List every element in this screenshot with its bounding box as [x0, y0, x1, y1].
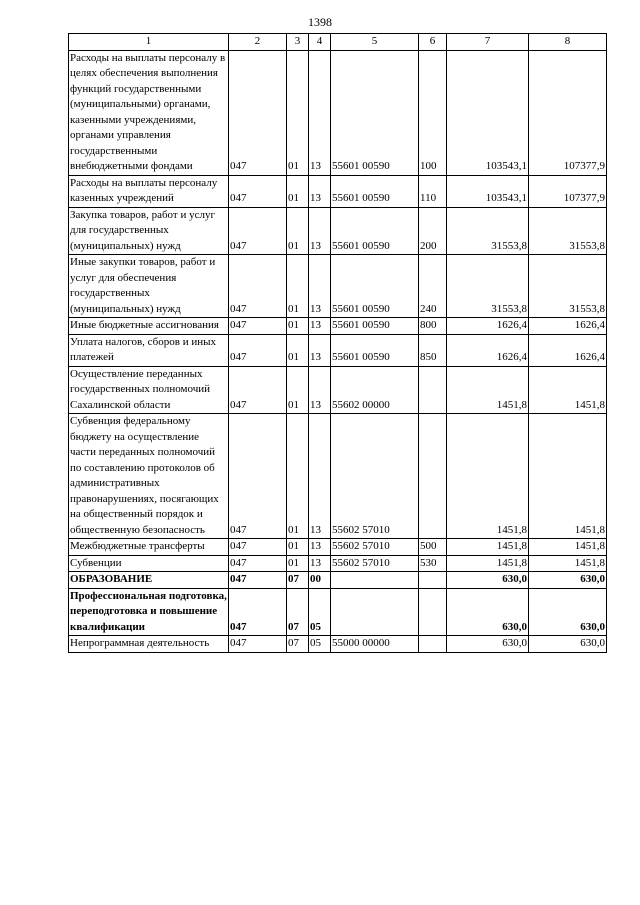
cell-amount-year-2: 31553,8 — [529, 255, 607, 318]
cell-expense-type: 200 — [419, 207, 447, 255]
cell-subsection-code: 13 — [309, 366, 331, 414]
cell-name: Профессиональная подготовка, переподготовка и повышение квалификации — [69, 588, 229, 636]
cell-subsection-code: 13 — [309, 50, 331, 175]
cell-section-code: 01 — [287, 334, 309, 366]
cell-subsection-code: 13 — [309, 539, 331, 556]
cell-amount-year-2: 1451,8 — [529, 539, 607, 556]
cell-section-code: 07 — [287, 636, 309, 653]
cell-section-code: 01 — [287, 255, 309, 318]
table-row — [69, 50, 607, 175]
cell-ministry-code: 047 — [229, 366, 287, 414]
cell-target-article: 55601 00590 — [331, 318, 419, 335]
budget-table — [68, 33, 607, 653]
header-col-6: 6 — [419, 34, 447, 51]
cell-expense-type — [419, 366, 447, 414]
cell-expense-type: 110 — [419, 175, 447, 207]
cell-target-article — [331, 572, 419, 589]
cell-amount-year-1: 31553,8 — [447, 207, 529, 255]
cell-ministry-code: 047 — [229, 255, 287, 318]
cell-name: Субвенция федеральному бюджету на осуществление части переданных полномочий по составлению протоколов об административных правонарушениях, посягающих на общественный порядок и общественную безопасность — [69, 414, 229, 539]
cell-expense-type: 530 — [419, 555, 447, 572]
cell-name: Иные закупки товаров, работ и услуг для обеспечения государственных (муниципальных) нужд — [69, 255, 229, 318]
table-row — [69, 572, 607, 589]
cell-section-code: 07 — [287, 588, 309, 636]
cell-name: Межбюджетные трансферты — [69, 539, 229, 556]
cell-amount-year-1: 1626,4 — [447, 318, 529, 335]
cell-ministry-code: 047 — [229, 572, 287, 589]
cell-section-code: 01 — [287, 318, 309, 335]
cell-subsection-code: 13 — [309, 255, 331, 318]
cell-amount-year-2: 630,0 — [529, 636, 607, 653]
cell-subsection-code: 05 — [309, 636, 331, 653]
cell-expense-type: 800 — [419, 318, 447, 335]
cell-subsection-code: 13 — [309, 207, 331, 255]
cell-target-article: 55602 57010 — [331, 414, 419, 539]
table-row — [69, 366, 607, 414]
cell-name: Непрограммная деятельность — [69, 636, 229, 653]
cell-amount-year-2: 1451,8 — [529, 555, 607, 572]
cell-expense-type: 500 — [419, 539, 447, 556]
cell-name: Закупка товаров, работ и услуг для государственных (муниципальных) нужд — [69, 207, 229, 255]
cell-section-code: 01 — [287, 539, 309, 556]
cell-target-article: 55602 00000 — [331, 366, 419, 414]
table-row — [69, 175, 607, 207]
header-col-5: 5 — [331, 34, 419, 51]
cell-amount-year-1: 630,0 — [447, 588, 529, 636]
table-row — [69, 555, 607, 572]
cell-target-article: 55602 57010 — [331, 539, 419, 556]
cell-target-article: 55601 00590 — [331, 334, 419, 366]
cell-amount-year-1: 103543,1 — [447, 175, 529, 207]
cell-amount-year-2: 1451,8 — [529, 414, 607, 539]
cell-section-code: 01 — [287, 207, 309, 255]
cell-ministry-code: 047 — [229, 175, 287, 207]
cell-amount-year-1: 103543,1 — [447, 50, 529, 175]
header-col-7: 7 — [447, 34, 529, 51]
header-col-2: 2 — [229, 34, 287, 51]
cell-target-article: 55601 00590 — [331, 207, 419, 255]
cell-subsection-code: 00 — [309, 572, 331, 589]
cell-amount-year-1: 630,0 — [447, 572, 529, 589]
cell-name: Расходы на выплаты персоналу казенных учреждений — [69, 175, 229, 207]
cell-subsection-code: 13 — [309, 334, 331, 366]
cell-subsection-code: 05 — [309, 588, 331, 636]
table-row — [69, 636, 607, 653]
cell-expense-type — [419, 636, 447, 653]
cell-amount-year-2: 630,0 — [529, 588, 607, 636]
cell-amount-year-2: 1626,4 — [529, 334, 607, 366]
table-row — [69, 539, 607, 556]
cell-subsection-code: 13 — [309, 414, 331, 539]
cell-target-article: 55601 00590 — [331, 175, 419, 207]
cell-expense-type — [419, 572, 447, 589]
cell-target-article: 55601 00590 — [331, 255, 419, 318]
cell-section-code: 01 — [287, 50, 309, 175]
cell-amount-year-2: 107377,9 — [529, 175, 607, 207]
cell-subsection-code: 13 — [309, 175, 331, 207]
cell-ministry-code: 047 — [229, 318, 287, 335]
cell-amount-year-2: 1451,8 — [529, 366, 607, 414]
cell-amount-year-1: 1626,4 — [447, 334, 529, 366]
table-row — [69, 334, 607, 366]
cell-ministry-code: 047 — [229, 555, 287, 572]
table-row — [69, 318, 607, 335]
cell-amount-year-1: 31553,8 — [447, 255, 529, 318]
cell-section-code: 01 — [287, 414, 309, 539]
header-col-8: 8 — [529, 34, 607, 51]
cell-section-code: 01 — [287, 366, 309, 414]
cell-amount-year-1: 1451,8 — [447, 366, 529, 414]
cell-target-article: 55000 00000 — [331, 636, 419, 653]
cell-amount-year-2: 630,0 — [529, 572, 607, 589]
cell-ministry-code: 047 — [229, 50, 287, 175]
cell-ministry-code: 047 — [229, 539, 287, 556]
cell-ministry-code: 047 — [229, 207, 287, 255]
cell-name: Осуществление переданных государственных полномочий Сахалинской области — [69, 366, 229, 414]
cell-expense-type: 850 — [419, 334, 447, 366]
cell-section-code: 01 — [287, 555, 309, 572]
cell-expense-type: 100 — [419, 50, 447, 175]
cell-amount-year-1: 1451,8 — [447, 539, 529, 556]
table-header-row — [69, 34, 607, 51]
cell-name: Субвенции — [69, 555, 229, 572]
cell-amount-year-1: 1451,8 — [447, 555, 529, 572]
cell-amount-year-1: 1451,8 — [447, 414, 529, 539]
cell-amount-year-2: 31553,8 — [529, 207, 607, 255]
header-col-1: 1 — [69, 34, 229, 51]
cell-target-article: 55602 57010 — [331, 555, 419, 572]
cell-amount-year-2: 107377,9 — [529, 50, 607, 175]
cell-section-code: 07 — [287, 572, 309, 589]
cell-name: Иные бюджетные ассигнования — [69, 318, 229, 335]
table-row — [69, 207, 607, 255]
cell-ministry-code: 047 — [229, 414, 287, 539]
cell-ministry-code: 047 — [229, 636, 287, 653]
cell-name: ОБРАЗОВАНИЕ — [69, 572, 229, 589]
cell-amount-year-1: 630,0 — [447, 636, 529, 653]
cell-name: Расходы на выплаты персоналу в целях обеспечения выполнения функций государственными (муниципальными) органами, казенными учреждениями, органами управления государственными внебюджетными фондами — [69, 50, 229, 175]
cell-target-article — [331, 588, 419, 636]
cell-amount-year-2: 1626,4 — [529, 318, 607, 335]
cell-expense-type — [419, 588, 447, 636]
cell-expense-type — [419, 414, 447, 539]
table-row — [69, 414, 607, 539]
cell-ministry-code: 047 — [229, 334, 287, 366]
page-number: 1398 — [308, 15, 332, 29]
table-row — [69, 255, 607, 318]
cell-name: Уплата налогов, сборов и иных платежей — [69, 334, 229, 366]
table-row — [69, 588, 607, 636]
cell-section-code: 01 — [287, 175, 309, 207]
cell-ministry-code: 047 — [229, 588, 287, 636]
header-col-3: 3 — [287, 34, 309, 51]
cell-expense-type: 240 — [419, 255, 447, 318]
cell-subsection-code: 13 — [309, 555, 331, 572]
header-col-4: 4 — [309, 34, 331, 51]
cell-target-article: 55601 00590 — [331, 50, 419, 175]
cell-subsection-code: 13 — [309, 318, 331, 335]
